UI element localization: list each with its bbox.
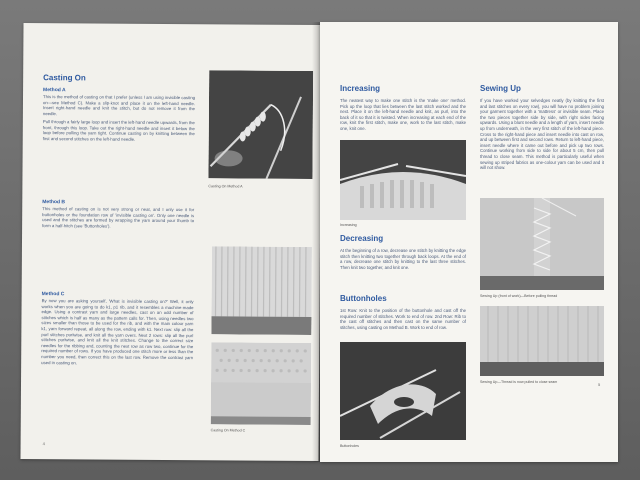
- right-page: [320, 22, 618, 462]
- casting-on-title: Casting On: [43, 73, 86, 83]
- caption-sewing-up-after: Sewing Up—Thread is now pulled to close seam: [480, 380, 558, 384]
- method-b-text: This method of casting on is not very strong or neat, and I only use it for buttonholes or the foundation row of 'invisible casting on'. Only one needle is used and the stitches are formed by wrapping the yarn around your thumb to form a half-hitch (see 'Buttonholes').: [42, 206, 195, 229]
- casting-on-intro: This is the method of casting on that I prefer (unless I am using invisible casting on—see Method C). Make a slip-knot and place it on the left-hand needle. Insert right-hand needle and knit the stitch, but do not remove it from the needle.: [42, 94, 196, 116]
- decreasing-text: At the beginning of a row, decrease one stitch by knitting the edge stitch then knitting two together through back loops. At the end of a row, decrease one stitch by knitting to the last three stitches. Then knit two together, and knit one.: [340, 248, 466, 270]
- casting-on-method-a-photo: [208, 70, 313, 179]
- buttonholes-text: 1st Row: Knit to the position of the buttonhole and cast off the required number of stitches. Work to end of row. 2nd Row: Rib to the cast off stitches and then cast on the same number of stitches, using casting on Method B. Work to end of row.: [340, 308, 466, 330]
- method-c-text: By now you are asking yourself, 'What is invisible casting on?' Well, it only works when you are going to do k1, p1 rib, and it resembles a machine-made edge. Using a contrast yarn and large needles, cast on an odd number of stitches which is half as many as the pattern calls for. Then, using needles two sizes smaller than those to be used for the rib, and with the main colour yarn k1, yarn forward repeat, all along the row, ending with k1. Next row: slip all the purl stitches purlwise, and knit all the yarn overs. Next 2 rows: slip all the purl stitches purlwise, and knit all the knit stitches. Change to the correct size needles for the ribbing and, counting the next row as row two, continue for the required number of rows. If you have produced one stitch more or less than the number you need, then correct this on the last row. Remove the contrast yarn used in casting on.: [41, 298, 194, 365]
- increasing-photo: [340, 140, 466, 220]
- method-a-text: Pull through a fairly large loop and insert the left-hand needle upwards, from the front, through this loop. Take out the right-hand needle and insert it below the loop before pulling the yarn tight. Continue casting on by knitting between the first and second stitches on the left-hand needle.: [42, 119, 195, 142]
- page-number-left: 4: [42, 441, 45, 447]
- buttonholes-photo: [340, 342, 466, 440]
- casting-on-method-c-photo-top: [211, 246, 312, 335]
- left-page: [20, 23, 321, 461]
- increasing-title: Increasing: [340, 84, 381, 93]
- caption-increasing: Increasing: [340, 223, 357, 227]
- increasing-text: The neatest way to make one stitch is the 'make one' method. Pick up the loop that lies between the last stitch worked and the next. Place it on the left-hand needle and knit, as purl, into the back of it so that it is twisted. When increasing at each end of the row, knit the first stitch, make one, work to the last stitch, make one, knit one.: [340, 98, 466, 131]
- casting-on-method-c-photo-bottom: [211, 342, 312, 425]
- page-number-right: 5: [598, 382, 601, 387]
- method-b-heading: Method B: [42, 199, 66, 206]
- sewing-up-title: Sewing Up: [480, 84, 521, 93]
- method-a-heading: Method A: [43, 87, 66, 94]
- sewing-up-text: If you have worked your selvedges neatly (by knitting the first and last stitches on every row), you will have no problem joining your garment together with a 'mattress' or invisible seam. Place the two pieces together side by side, with right sides facing upwards. Using a blunt needle and a length of yarn, insert needle up from underneath, in the very first stitch of the left-hand piece. Cross to the right-hand piece and insert needle into cast on row, and up between first and second rows. Return to left-hand piece, insert needle where it came out before and pick up two rows. Continue working from side to side for about 5 cm, then pull thread to close seam. This method is particularly useful when sewing up striped fabrics as one-colour yarn can be used and it will not show.: [480, 98, 604, 171]
- caption-method-c: Casting On Method C: [210, 428, 246, 433]
- buttonholes-title: Buttonholes: [340, 294, 387, 303]
- caption-buttonholes: Buttonholes: [340, 444, 359, 448]
- caption-sewing-up-before: Sewing Up (front of work)—Before pulling thread: [480, 294, 558, 298]
- sewing-up-before-photo: [480, 198, 604, 290]
- caption-method-a: Casting On Method A: [208, 184, 243, 189]
- decreasing-title: Decreasing: [340, 234, 384, 243]
- sewing-up-after-photo: [480, 306, 604, 376]
- method-c-heading: Method C: [41, 291, 65, 298]
